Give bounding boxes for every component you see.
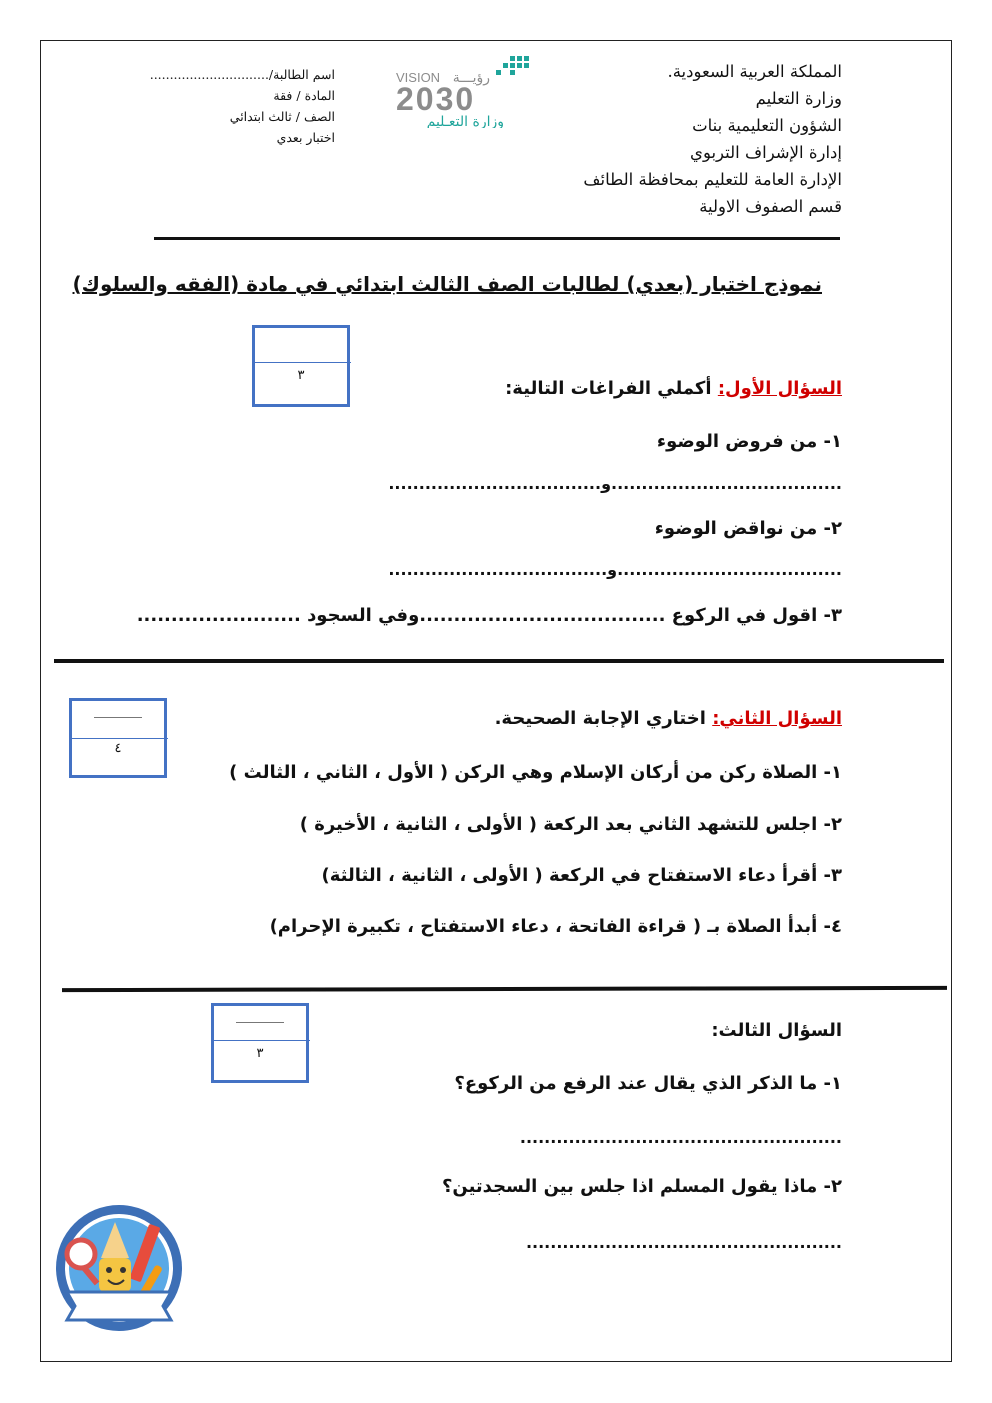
header-line: إدارة الإشراف التربوي xyxy=(690,143,842,162)
school-supplies-badge-icon xyxy=(53,1202,185,1334)
q2-score: ٤ xyxy=(114,741,122,756)
q1-instruction: أكملي الفراغات التالية: xyxy=(505,378,718,399)
header-right xyxy=(583,58,842,220)
year-text: 2030 xyxy=(396,81,476,117)
header-divider xyxy=(154,237,840,240)
q2-label: السؤال الثاني: xyxy=(712,708,842,729)
test-type-line: اختبار بعدي xyxy=(276,130,335,145)
ministry-text: وزارة التعـليم xyxy=(426,114,504,128)
q1-item-2-answer[interactable]: .....................................و.................................... xyxy=(388,560,842,579)
header-line: الإدارة العامة للتعليم بمحافظة الطائف xyxy=(583,170,842,189)
q1-score-box xyxy=(252,325,350,407)
header-line: المملكة العربية السعودية. xyxy=(667,62,842,81)
q2-score-box xyxy=(69,698,167,778)
vision-text: VISION xyxy=(396,70,441,85)
vision-2030-logo xyxy=(392,48,532,128)
q1-score: ٣ xyxy=(297,368,305,383)
header-line: الشؤون التعليمية بنات xyxy=(692,116,842,135)
q3-item-2-answer[interactable]: .................................................... xyxy=(525,1233,842,1252)
q3-item-2: ٢- ماذا يقول المسلم اذا جلس بين السجدتين؟ xyxy=(441,1176,842,1197)
grade-line: الصف / ثالث ابتدائي xyxy=(229,109,335,124)
q2-instruction: اختاري الإجابة الصحيحة. xyxy=(494,708,713,729)
q3-item-1-answer[interactable]: ..................................................... xyxy=(519,1128,842,1147)
header-line: قسم الصفوف الاولية xyxy=(699,197,842,216)
q2-item-4[interactable]: ٤- أبدأ الصلاة بـ ( قراءة الفاتحة ، دعاء الاستفتاح ، تكبيرة الإحرام) xyxy=(269,916,842,937)
q3-score-box xyxy=(211,1003,309,1083)
ruya-text: رؤيـــة xyxy=(452,70,490,86)
student-name-field[interactable]: اسم الطالبة/.............................. xyxy=(149,67,335,82)
q1-item-3[interactable]: ٣- اقول في الركوع ....................................وفي السجود ........................ xyxy=(136,605,842,626)
q1-heading xyxy=(505,378,842,399)
vision-logo-graphic xyxy=(392,48,532,128)
q3-heading xyxy=(711,1020,842,1041)
q3-label: السؤال الثالث: xyxy=(711,1020,842,1041)
q2-heading xyxy=(495,708,842,729)
q2-item-2[interactable]: ٢- اجلس للتشهد الثاني بعد الركعة ( الأولى ، الثانية ، الأخيرة ) xyxy=(299,814,842,835)
q1-item-1-answer[interactable]: ......................................و................................... xyxy=(388,474,842,493)
q2-item-1[interactable]: ١- الصلاة ركن من أركان الإسلام وهي الركن ( الأول ، الثاني ، الثالث ) xyxy=(229,762,842,783)
q2-item-3[interactable]: ٣- أقرأ دعاء الاستفتاح في الركعة ( الأولى ، الثانية ، الثالثة) xyxy=(321,865,842,886)
q1-item-2: ٢- من نواقض الوضوء xyxy=(654,518,842,539)
page-title: نموذج اختبار (بعدي) لطالبات الصف الثالث ابتدائي في مادة (الفقه والسلوك) xyxy=(72,272,822,296)
q3-score: ٣ xyxy=(256,1046,264,1061)
subject-line: المادة / فقة xyxy=(273,88,335,103)
header-line: وزارة التعليم xyxy=(755,89,842,108)
q1-item-1: ١- من فروض الوضوء xyxy=(656,431,842,452)
section-divider xyxy=(54,659,944,663)
q3-item-1: ١- ما الذكر الذي يقال عند الرفع من الركوع؟ xyxy=(454,1073,842,1094)
q1-label: السؤال الأول: xyxy=(717,378,842,399)
header-left xyxy=(120,64,335,148)
